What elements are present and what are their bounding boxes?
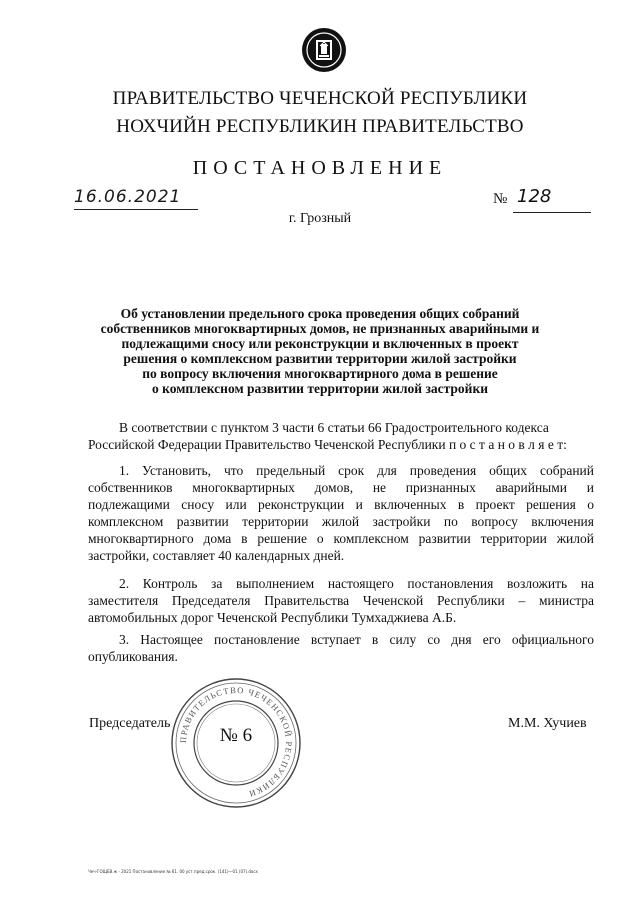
paragraph-line: собственников многоквартирных домов, не признанных аварийными и [88,480,594,495]
document-type-title: ПОСТАНОВЛЕНИЕ [192,157,448,179]
signer-name: М.М. Хучиев [508,716,587,731]
subject-line: по вопросу включения многоквартирного дома в решение [142,366,498,381]
decree-date: 16.06.2021 [74,187,182,207]
paragraph-line: 1. Установить, что предельный срок для проведения общих собраний [119,463,594,478]
seal-number: № 6 [219,725,253,746]
paragraph-line: автомобильных дорог Чеченской Республики Тумхаджиева А.Б. [88,610,457,625]
subject-line: собственников многоквартирных домов, не признанных аварийными и [100,321,540,336]
subject-line: о комплексном развитии территории жилой застройки [151,381,488,396]
paragraph-line: 2. Контроль за выполнением настоящего постановления возложить на [119,576,594,591]
coat-of-arms-icon [301,27,347,73]
seal-ring-text: ПРАВИТЕЛЬСТВО ЧЕЧЕНСКОЙ РЕСПУБЛИКИ [177,684,295,800]
paragraph-line: 3. Настоящее постановление вступает в силу со дня его официального [119,632,594,647]
paragraph-line: многоквартирного дома в решение о комплексном развитии территории жилой [88,531,594,546]
paragraph-line: опубликования. [88,649,178,664]
paragraph-line: застройки, составляет 40 календарных дней. [88,548,345,563]
signer-position: Председатель [89,716,171,731]
official-seal [170,677,302,809]
footer-file-reference: Чеч-ГОЩЕВ.ж - 2021 Постановление № 61. 00 уст.пред.срок. (141)—01 (07).docx [88,869,258,874]
government-name-ru: ПРАВИТЕЛЬСТВО ЧЕЧЕНСКОЙ РЕСПУБЛИКИ [112,88,528,109]
paragraph-line: комплексном развитии территории жилой застройки по вопросу включения [88,514,594,529]
government-name-ce: НОХЧИЙН РЕСПУБЛИКИН ПРАВИТЕЛЬСТВО [116,116,524,137]
paragraph-line: Российской Федерации Правительство Чеченской Республики п о с т а н о в л я е т: [88,437,567,452]
paragraph-line: заместителя Председателя Правительства Чеченской Республики – министра [88,593,594,608]
date-underline [74,209,198,210]
decree-number-field [493,186,593,208]
subject-line: решения о комплексном развитии территории жилой застройки [123,351,517,366]
decree-number: 128 [517,186,552,207]
item-2-paragraph [88,575,594,626]
subject-line: подлежащими сносу или реконструкции и включенных в проект [121,336,519,351]
paragraph-line: В соответствии с пунктом 3 части 6 статьи 66 Градостроительного кодекса [119,420,549,435]
decree-date-field [74,187,198,207]
subject-line: Об установлении предельного срока проведения общих собраний [120,306,520,321]
number-sign: № [493,191,508,207]
intro-paragraph [88,419,594,453]
decree-subject [70,306,570,396]
paragraph-line: подлежащими сносу или реконструкции и включенных в проект решения о [88,497,594,512]
city: г. Грозный [288,211,352,226]
item-3-paragraph [88,631,594,665]
item-1-paragraph [88,462,594,564]
